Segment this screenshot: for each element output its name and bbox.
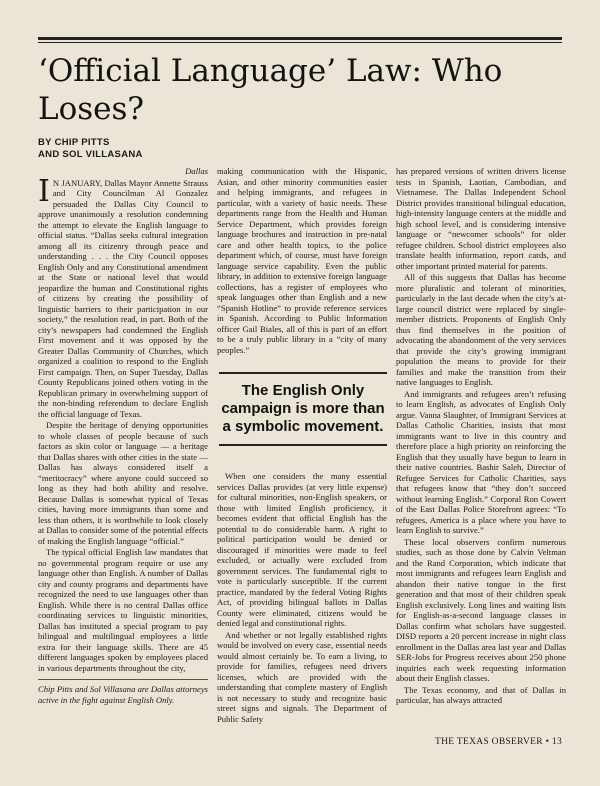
paragraph: And immigrants and refugees aren’t refusing to learn English, as advocates of English Only argue. Vanna Slaughter, of Immigrant Services at Dallas Catholic Charities, insists that most immigrants want to live in this country and therefore place a high priority on reinforcing the English that they usually have begun to learn in their native countries. Bashir Saleh, Director of Refugee Services for Catholic Charities, says that refugees know that “they don’t succeed without learning English.” Corporal Ron Cowert of the East Dallas Police Storefront agrees: “To refugees, America is a place where you have to learn English to survive.” [396,388,566,535]
paragraph: When one considers the many essential services Dallas provides (at very little expense) for cultural minorities, non-English speakers, or those with limited English proficiency, it becomes evident that official English has the potential to do considerable harm. A right to political participation would be denied or discouraged if minorities were made to feel excluded, or actually were excluded from government services. The fundamental right to vote is particularly susceptible. If the current practice, mandated by the federal Voting Rights Act, of providing bilingual ballots in Dallas County were eliminated, citizens would be denied legal and constitutional rights. [217,471,387,628]
column-3 [396,166,566,707]
lead-paragraph [38,173,208,420]
paragraph: The Texas economy, and that of Dallas in particular, has always attracted [396,684,566,705]
author-note-text: Chip Pitts and Sol Villasana are Dallas attorneys active in the fight against English Only. [38,684,208,705]
drop-cap: I [38,173,50,209]
paragraph: All of this suggests that Dallas has become more pluralistic and tolerant of minorities, particularly in the last decade when the city’s at-large council district were replaced by single-member districts. Proponents of English Only thus find themselves in the position of advocating the abandonment of the very services that provide the city’s growing immigrant population the means to provide for their families and make the transition from their native languages to English. [396,272,566,387]
column-2-bottom [217,471,387,725]
dateline: Dallas [185,166,208,176]
paragraph: making communication with the Hispanic, Asian, and other minority communities easier and helping immigrants, and refugees in particular, with a variety of basic needs. These departments range from the Health and Human Service Department, which provides foreign language brochures and instruction in pre-natal care and other health topics, to the police department which, of course, must have foreign language service capability. Even the public library, in addition to extensive foreign language collections, has a register of employees who speak languages other than English and a new “Spanish Hotline” to provide reference services in Spanish. According to Public Information officer Gail Biales, all of this is part of an effort to be a truly public library in a “city of many peoples.” [217,166,387,355]
paragraph: has prepared versions of written drivers license tests in Spanish, Laotian, Cambodian, and Vietnamese. The Dallas Independent School District provides transitional bilingual education, high-intensity language centers at the middle and high school level, and is considering intensive language or “newcomer schools” for older refugee children. School district employees also translate health information, report cards, and other important printed material for parents. [396,166,566,271]
paragraph: The typical official English law mandates that no governmental program require or use any language other than English. A number of Dallas city and county programs and departments have recognized the need to use languages other than English. While there is no central Dallas office coordinating services to linguistic minorities, Dallas has instituted a special program to pay bilingual and multilingual employees a little extra for their language skills. There are 45 different languages spoken by employees placed in various departments throughout the city, [38,547,208,673]
paragraph: Despite the heritage of denying opportunities to whole classes of people because of such factors as skin color or language — a heritage that Dallas shares with other cities in the state — Dallas has always considered itself a “meritocracy” where anyone could succeed so long as they had both ability and resolve. Because Dallas is somewhat typical of Texas cities, having more immigrants than some and less than others, it is worthwhile to look closely at Dallas to consider some of the potential effects of making the English language “official.” [38,420,208,546]
column-2-top [217,166,387,356]
column-1 [38,166,208,706]
author-note [38,679,208,705]
header-rule [38,37,562,40]
paragraph: And whether or not legally established rights would be involved on every case, essential needs would almost certainly be. To earn a living, to provide for families, refugees need drivers licenses, which are provided with the understanding that complete mastery of English is not necessary to study and recognize basic street signs and signals. The Department of Public Safety [217,629,387,724]
byline [38,137,143,161]
paragraph: These local observers confirm numerous studies, such as those done by Calvin Veltman and the Rand Corporation, which indicate that most immigrants and refugees learn English and abandon their native tongue in the first generation and that most of their children speak English exclusively. Long lines and waiting lists for English-as-a-second language classes in Dallas confirm what scholars have suggested. DISD reports a 20 percent increase in night class enrollment in the Dallas area last year and Dallas SER-Jobs for Progress receives about 250 phone inquiries each week requesting information about their English classes. [396,536,566,683]
page-footer: THE TEXAS OBSERVER • 13 [435,737,562,747]
article-title: ‘Official Language’ Law: Who Loses? [38,53,503,127]
header-rule-thin [38,42,562,43]
byline-line-1: BY CHIP PITTS [38,137,110,148]
lead-text: N JANUARY, Dallas Mayor Annette Strauss and City Councilman Al Gonzalez persuaded the Dallas City Council to approve unanimously a resolution condemning the attempt to elevate the English language to official status. “Dallas seeks cultural integration among all its citizenry through peace and understanding . . . the City Council opposes English Only and any Constitutional amendment at the State or national level that would jeopardize the human and Constitutional rights of citizens by creating the possibility of linguistic barriers to their participation in our society,” the resolution read, in part. Both of the city’s newspapers had condemned the English First movement and it was opposed by the Greater Dallas Community of Churches, which organized a coalition to respond to the English First campaign. Then, on Super Tuesday, Dallas County Republicans joined others voting in the Republican primary in overwhelming support of the non-binding referendum to declare English the official language of Texas. [38,177,208,419]
pull-quote: The English Only campaign is more than a symbolic movement. [219,372,387,446]
byline-line-2: AND SOL VILLASANA [38,149,143,160]
